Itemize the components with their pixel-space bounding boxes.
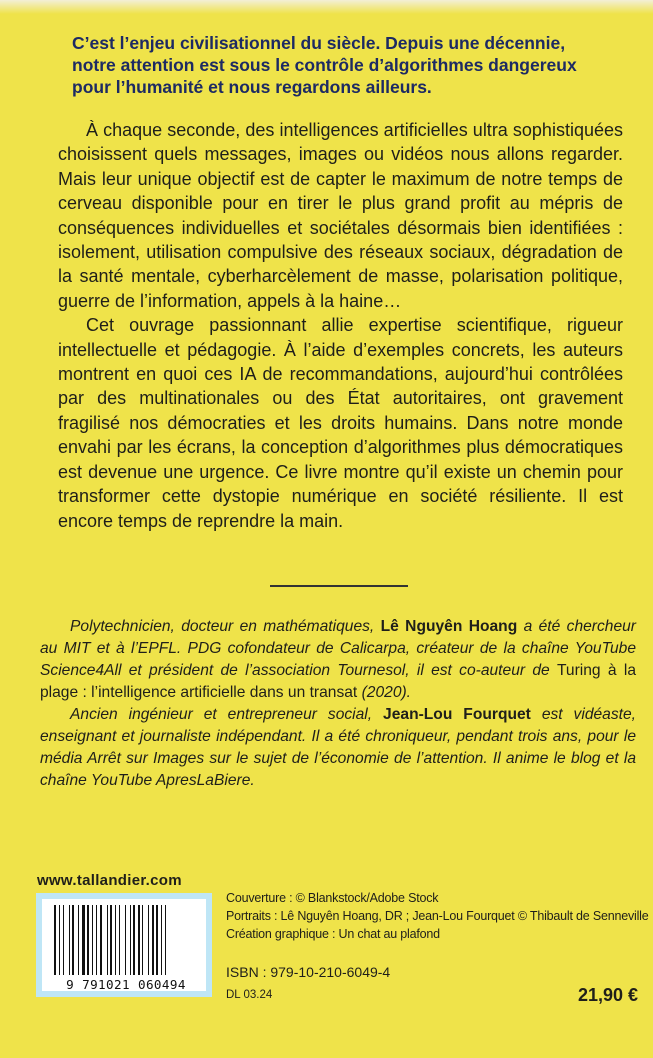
barcode-bar (63, 905, 64, 975)
barcode-bar (156, 905, 158, 975)
description-paragraph-1: À chaque seconde, des intelligences artificielles ultra sophistiquées choisissent quels messages, images ou vidéos nous allons regarder. Mais leur unique objectif est de capter le maximum de notre temps de cerveau disponible pour en tirer le plus grand profit au mépris de conséquences individuelles et sociétales désormais bien identifiées : isolement, utilisation compulsive des réseaux sociaux, dégradation de la santé mentale, cyberharcèlement de masse, polarisation politique, guerre de l’information, appels à la haine… (58, 120, 623, 311)
section-divider (270, 585, 408, 587)
barcode-bar (130, 905, 131, 975)
barcode-bar (165, 905, 166, 975)
barcode-bar (110, 905, 112, 975)
bio1-year: (2020). (361, 684, 412, 701)
barcode-bar (133, 905, 135, 975)
barcode-bar (142, 905, 143, 975)
barcode-frame (36, 893, 212, 997)
barcode-bar (148, 905, 149, 975)
isbn: ISBN : 979-10-210-6049-4 (226, 964, 391, 980)
author-bio-2 (40, 704, 636, 792)
bio2-text: est vidéaste, enseignant et journaliste indépendant. Il a été chroniqueur, pendant trois ans, pour le média Arrêt sur Images sur le sujet de l’économie de l’attention. Il anime le blog et la chaîne YouTube ApresLaBiere. (40, 706, 636, 789)
author-bios (40, 616, 636, 792)
lead-paragraph: C’est l’enjeu civilisationnel du siècle. Depuis une décennie, notre attention est sous le contrôle d’algorithmes dangereux pour l’humanité et nous regardons ailleurs. (72, 33, 577, 97)
barcode-bar (72, 905, 74, 975)
author-name-1: Lê Nguyên Hoang (380, 618, 518, 635)
barcode-bar (82, 905, 85, 975)
barcode-bar (100, 905, 102, 975)
bio1-intro: Polytechnicien, docteur en mathématiques, (70, 618, 375, 635)
barcode-bar (161, 905, 162, 975)
barcode-bar (138, 905, 140, 975)
publisher-website: www.tallandier.com (37, 872, 182, 889)
credit-portraits: Portraits : Lê Nguyên Hoang, DR ; Jean-Lou Fourquet © Thibault de Senneville (226, 909, 649, 923)
barcode-bar (96, 905, 97, 975)
bio2-intro: Ancien ingénieur et entrepreneur social, (70, 706, 373, 723)
barcode-bar (78, 905, 79, 975)
barcode-bar (107, 905, 108, 975)
barcode-number: 9 791021 060494 (66, 977, 186, 992)
barcode-bar (119, 905, 120, 975)
top-edge (0, 0, 653, 14)
credit-design: Création graphique : Un chat au plafond (226, 927, 440, 941)
barcode-bar (125, 905, 126, 975)
book-title: Turing à la plage : l’intelligence artificielle dans un transat (40, 662, 636, 701)
author-name-2: Jean-Lou Fourquet (383, 706, 531, 723)
credits (226, 889, 649, 943)
credit-cover: Couverture : © Blankstock/Adobe Stock (226, 891, 439, 905)
barcode-bar (92, 905, 93, 975)
barcode-bar (115, 905, 116, 975)
price: 21,90 € (578, 985, 639, 1005)
barcode-bar (54, 905, 56, 975)
barcode-label (42, 899, 206, 991)
barcode-bar (69, 905, 70, 975)
barcode-bar (152, 905, 154, 975)
description-paragraph-2: Cet ouvrage passionnant allie expertise scientifique, rigueur intellectuelle et pédagogie. À l’aide d’exemples concrets, les auteurs montrent en quoi ces IA de recommandations, aujourd’hui contrôlées par des multinationales ou des État autoritaires, ont gravement fragilisé nos démocraties et les droits humains. Dans notre monde envahi par les écrans, la conception d’algorithmes plus démocratiques est devenue une urgence. Ce livre montre qu’il existe un chemin pour transformer cette dystopie numérique en société résiliente. Il est encore temps de reprendre la main. (58, 315, 623, 531)
description-body (58, 118, 623, 533)
barcode-bar (87, 905, 89, 975)
bio1-text: a été chercheur au MIT et à l’EPFL. PDG cofondateur de Calicarpa, créateur de la chaîne YouTube Science4All et président de l’association Tournesol, il est co-auteur de (40, 618, 636, 679)
barcode-bar (59, 905, 60, 975)
author-bio-1 (40, 616, 636, 704)
legal-deposit: DL 03.24 (226, 989, 273, 1001)
